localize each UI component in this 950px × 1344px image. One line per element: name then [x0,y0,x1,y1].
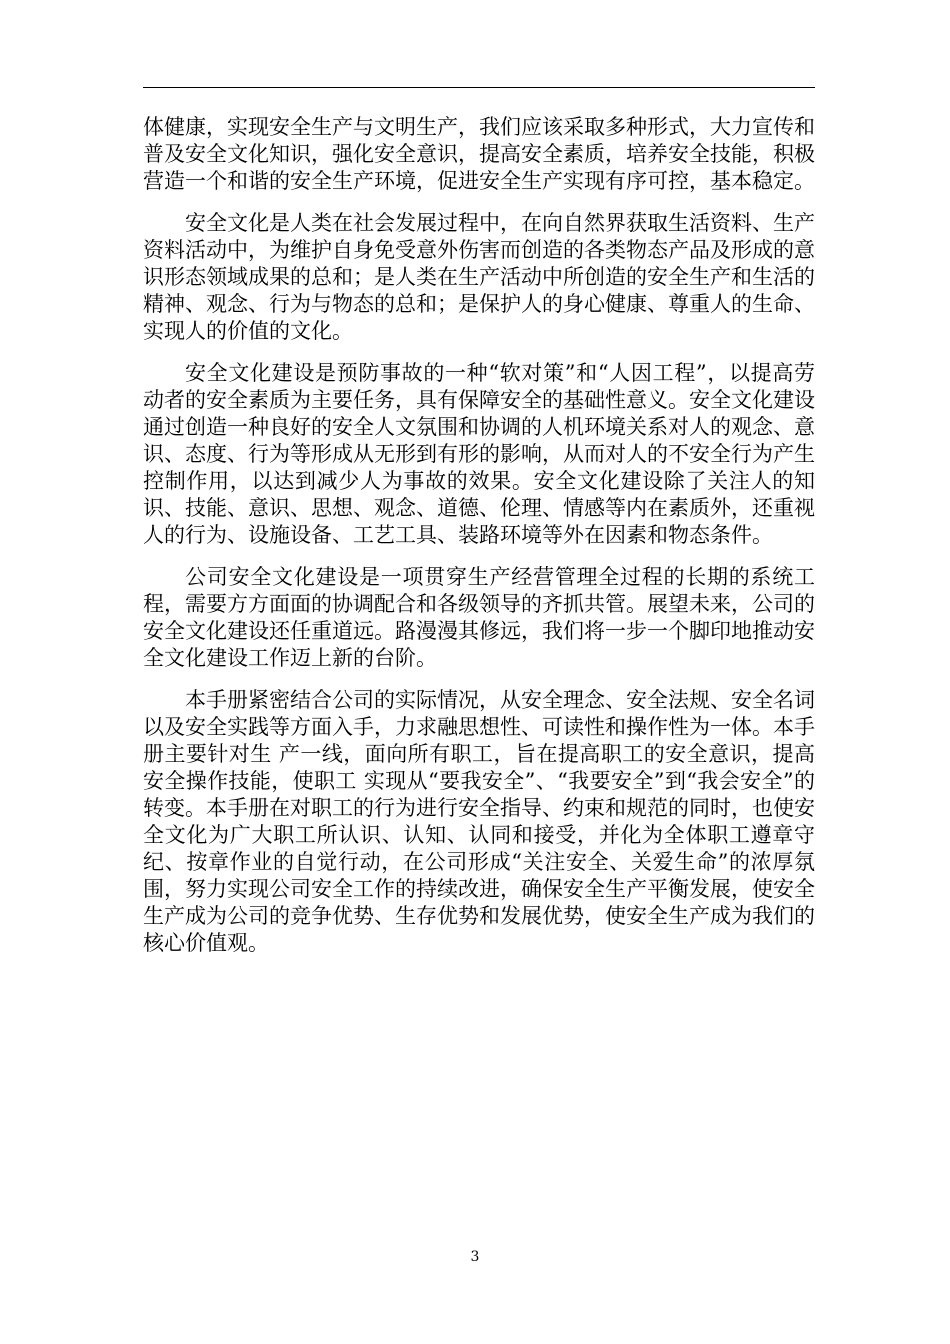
paragraph-continuation: 体健康，实现安全生产与文明生产，我们应该采取多种形式，大力宣传和普及安全文化知识，强化安全意识，提高安全素质，培养安全技能，积极营造一个和谐的安全生产环境，促进安全生产实现有序可控，基本稳定。 [143,115,815,193]
header-rule [143,87,815,88]
page-number: 3 [470,1249,480,1265]
paragraph-safety-culture-definition: 安全文化是人类在社会发展过程中，在向自然界获取生活资料、生产资料活动中，为维护自身免受意外伤害而创造的各类物态产品及形成的意识形态领域成果的总和；是人类在生产活动中所创造的安全生产和生活的精神、观念、行为与物态的总和；是保护人的身心健康、尊重人的生命、实现人的价值的文化。 [143,211,815,343]
paragraph-safety-culture-construction: 安全文化建设是预防事故的一种“软对策”和“人因工程”，以提高劳动者的安全素质为主要任务，具有保障安全的基础性意义。安全文化建设通过创造一种良好的安全人文氛围和协调的人机环境关系对人的观念、意识、态度、行为等形成从无形到有形的影响，从而对人的不安全行为产生控制作用，以达到减少人为事故的效果。安全文化建设除了关注人的知识、技能、意识、思想、观念、道德、伦理、情感等内在素质外，还重视人的行为、设施设备、工艺工具、装路环境等外在因素和物态条件。 [143,361,815,547]
body-text [143,114,815,972]
paragraph-company-safety-culture: 公司安全文化建设是一项贯穿生产经营管理全过程的长期的系统工程，需要方方面面的协调配合和各级领导的齐抓共管。展望未来，公司的安全文化建设还任重道远。路漫漫其修远，我们将一步一个脚印地推动安全文化建设工作迈上新的台阶。 [143,565,815,670]
paragraph-manual-purpose: 本手册紧密结合公司的实际情况，从安全理念、安全法规、安全名词以及安全实践等方面入手，力求融思想性、可读性和操作性为一体。本手册主要针对生 产一线，面向所有职工，旨在提高职工的安全意识，提高安全操作技能，使职工 实现从“要我安全”、“我要安全”到“我会安全”的转变。本手册在对职工的行为进行安全指导、约束和规范的同时，也使安全文化为广大职工所认识、认知、认同和接受，并化为全体职工遵章守纪、按章作业的自觉行动，在公司形成“关注安全、关爱生命”的浓厚氛围，努力实现公司安全工作的持续改进，确保安全生产平衡发展，使安全生产成为公司的竞争优势、生存优势和发展优势，使安全生产成为我们的核心价值观。 [143,688,815,955]
